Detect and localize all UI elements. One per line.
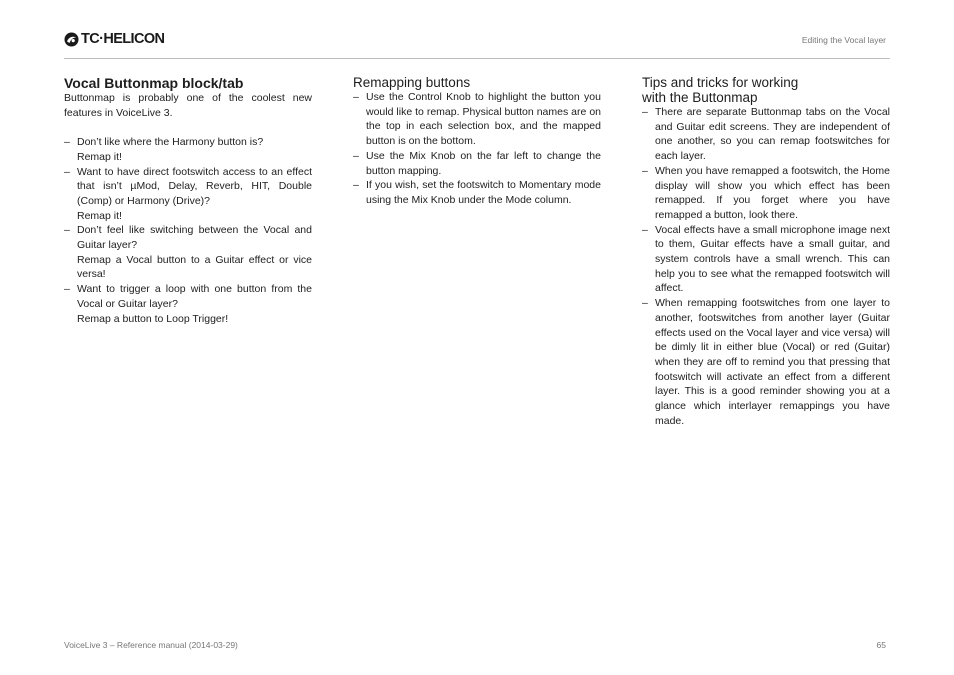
remap-reasons-list [64,135,312,326]
list-item: – When remapping footswitches from one layer to another, footswitches from another layer (Guitar effects used on the Vocal layer and vice versa) will be dimly lit in either blue (Vocal) or red (Guitar) when they are off to remind you that pressing that footswitch will activate an effect from a different layer. This is a good reminder showing you at a glance which interlayer remappings you have made. [642,296,890,428]
list-item: – Use the Control Knob to highlight the button you would like to remap. Physical button names are on the top in each selection box, and the mapped button is on the bottom. [353,90,601,149]
list-item-question: – Don’t feel like switching between the Vocal and Guitar layer? [77,224,312,252]
page-number: 65 [876,640,886,650]
list-item-answer: Remap it! [77,209,122,222]
section-label: Editing the Vocal layer [801,35,886,45]
list-item [64,223,312,282]
list-item: – If you wish, set the footswitch to Momentary mode using the Mix Knob under the Mode column. [353,178,601,207]
helicon-logo-icon [64,32,79,47]
column-vocal-buttonmap [64,75,312,326]
intro-text: Buttonmap is probably one of the coolest new features in VoiceLive 3. [64,92,312,119]
list-item-answer: Remap a Vocal button to a Guitar effect or vice versa! [77,253,312,281]
brand-logo [64,31,164,48]
heading-tips-and-tricks [642,75,890,105]
heading-remapping-buttons: Remapping buttons [353,75,471,90]
column-tips-and-tricks [642,75,890,428]
remapping-steps-list [353,90,601,208]
heading-vocal-buttonmap: Vocal Buttonmap block/tab [64,75,244,91]
heading-line-2: with the Buttonmap [642,90,758,105]
list-item-answer: Remap it! [77,150,122,163]
list-item: – There are separate Buttonmap tabs on the Vocal and Guitar edit screens. They are independent of one another, so you can remap footswitches for each layer. [642,105,890,164]
list-item [64,282,312,326]
list-item-answer: Remap a button to Loop Trigger! [77,312,229,325]
list-item [64,135,312,164]
footer-manual-title: VoiceLive 3 – Reference manual (2014-03-29) [64,640,238,650]
list-item-question: – Want to have direct footswitch access to an effect that isn’t µMod, Delay, Reverb, HIT, Double (Comp) or Harmony (Drive)? [77,165,312,207]
list-item: – Vocal effects have a small microphone image next to them, Guitar effects have a small guitar, and system controls have a small wrench. This can help you to see what the remapped footswitch will affect. [642,223,890,297]
tips-list [642,105,890,428]
list-item: – Use the Mix Knob on the far left to change the button mapping. [353,149,601,178]
list-item-question: – Don’t like where the Harmony button is? [77,136,264,149]
list-item: – When you have remapped a footswitch, the Home display will show you which effect has been remapped. If you forget where you have remapped a button, look there. [642,164,890,223]
heading-line-1: Tips and tricks for working [642,75,799,90]
list-item [64,165,312,224]
brand-wordmark: TC·HELICON [81,31,165,48]
column-remapping-buttons [353,75,601,208]
list-item-question: – Want to trigger a loop with one button from the Vocal or Guitar layer? [77,283,312,310]
header-divider [64,58,890,59]
paragraph-gap [64,120,312,135]
